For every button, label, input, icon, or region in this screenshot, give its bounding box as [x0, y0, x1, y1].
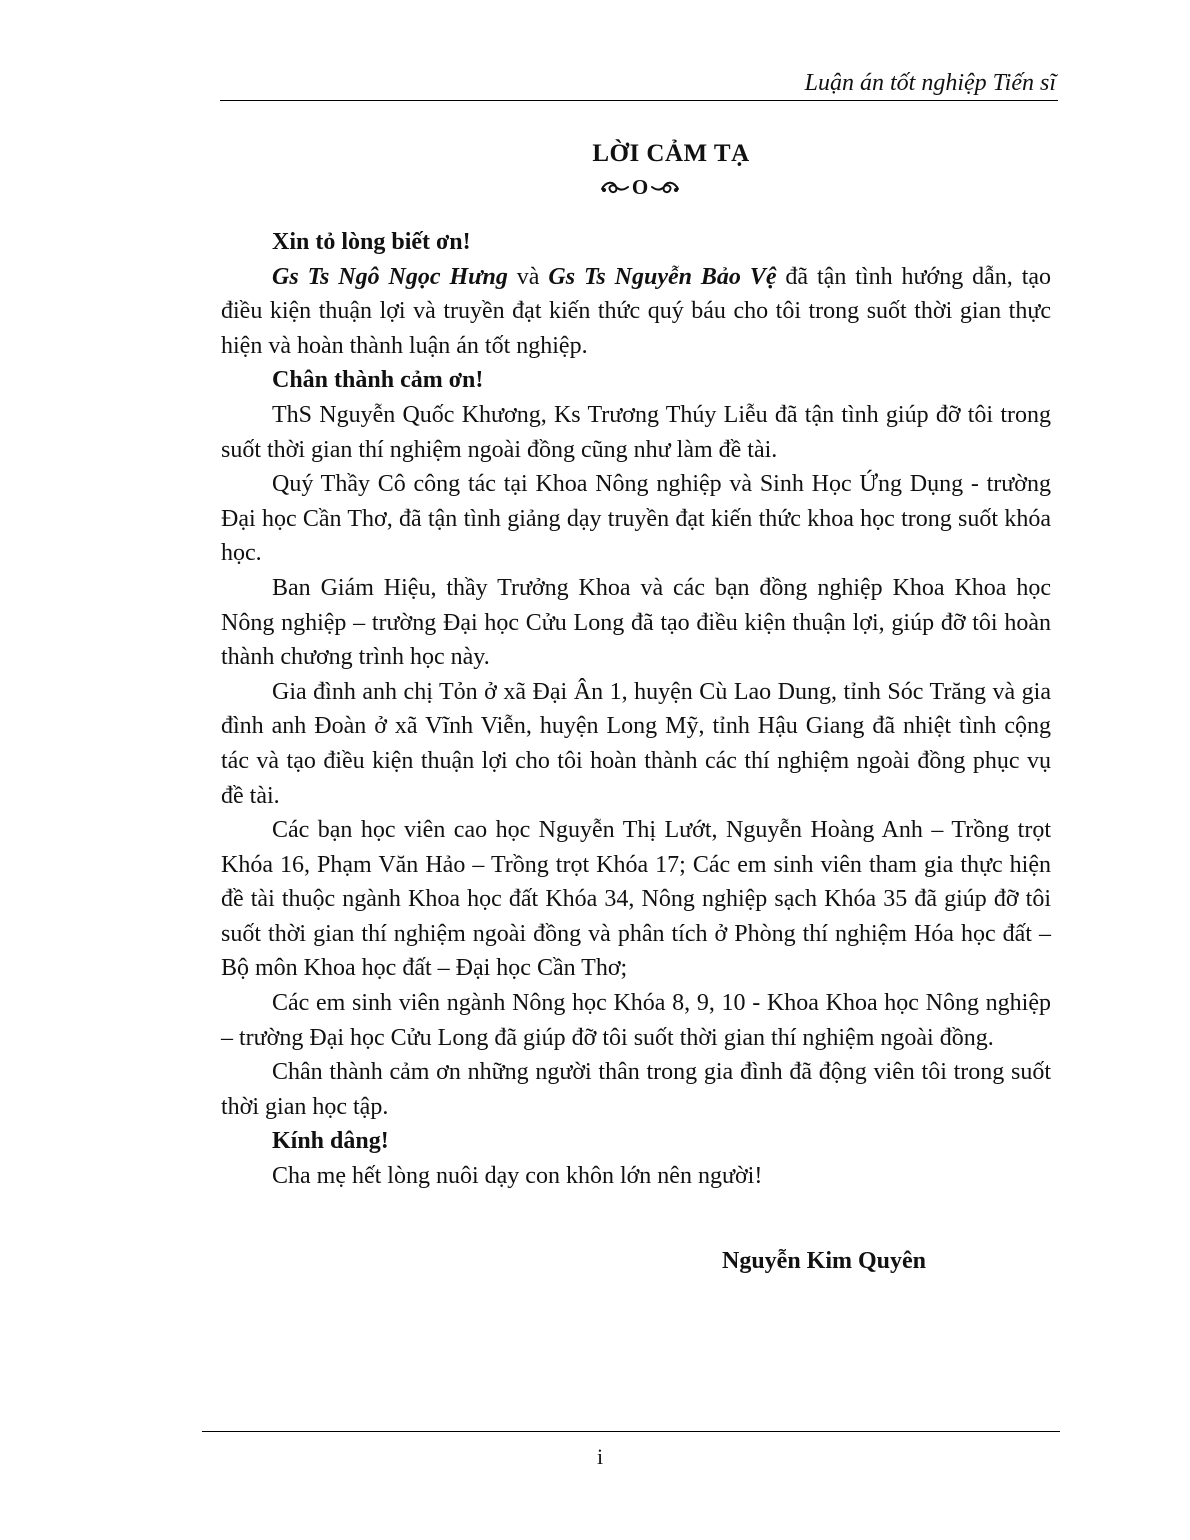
- paragraph: Quý Thầy Cô công tác tại Khoa Nông nghiệp và Sinh Học Ứng Dụng - trường Đại học Cần Thơ, đã tận tình giảng dạy truyền đạt kiến thức khoa học trong suốt khóa học.: [221, 471, 1051, 567]
- paragraph: Các bạn học viên cao học Nguyễn Thị Lướt, Nguyễn Hoàng Anh – Trồng trọt Khóa 16, Phạm Văn Hảo – Trồng trọt Khóa 17; Các em sinh viên tham gia thực hiện đề tài thuộc ngành Khoa học đất Khóa 34, Nông nghiệp sạch Khóa 35 đã giúp đỡ tôi suốt thời gian thí nghiệm ngoài đồng và phân tích ở Phòng thí nghiệm Hóa học đất – Bộ môn Khoa học đất – Đại học Cần Thơ;: [221, 817, 1051, 982]
- title-ornament: [590, 174, 690, 200]
- scroll-flourish-icon: [598, 175, 682, 199]
- author-signature: Nguyễn Kim Quyên: [722, 1248, 927, 1274]
- ornament-center-letter: O: [631, 175, 649, 199]
- advisors-text: đã tận tình hướng dẫn, tạo điều kiện thuận lợi và truyền đạt kiến thức quý báu cho tôi trong suốt thời gian thực hiện và hoàn thành luận án tốt nghiệp.: [221, 263, 1052, 359]
- dedication-text: Cha mẹ hết lòng nuôi dạy con khôn lớn nên người!: [272, 1163, 763, 1190]
- paragraph: ThS Nguyễn Quốc Khương, Ks Trương Thúy Liễu đã tận tình giúp đỡ tôi trong suốt thời gian thí nghiệm ngoài đồng cũng như làm đề tài.: [221, 401, 1051, 463]
- thanks-heading: Xin tỏ lòng biết ơn!: [272, 229, 471, 255]
- paragraph: Các em sinh viên ngành Nông học Khóa 8, 9, 10 - Khoa Khoa học Nông nghiệp – trường Đại học Cửu Long đã giúp đỡ tôi suốt thời gian thí nghiệm ngoài đồng.: [221, 990, 1051, 1051]
- footer-divider: [202, 1431, 1060, 1432]
- conjunction-text: và: [507, 263, 549, 290]
- gratitude-heading: Chân thành cảm ơn!: [272, 367, 484, 394]
- page-title: LỜI CẢM TẠ: [592, 140, 750, 167]
- header-divider: [220, 100, 1058, 101]
- page-number: i: [596, 1444, 604, 1469]
- dedication-heading: Kính dâng!: [272, 1128, 389, 1155]
- advisor-name: Gs Ts Nguyễn Bảo Vệ: [548, 263, 777, 290]
- acknowledgement-body: [221, 225, 1051, 1194]
- paragraph: Ban Giám Hiệu, thầy Trưởng Khoa và các bạn đồng nghiệp Khoa Khoa học Nông nghiệp – trường Đại học Cửu Long đã tạo điều kiện thuận lợi, giúp đỡ tôi hoàn thành chương trình học này.: [221, 574, 1051, 671]
- advisor-name: Gs Ts Ngô Ngọc Hưng: [272, 263, 508, 290]
- paragraph: Gia đình anh chị Tỏn ở xã Đại Ân 1, huyện Cù Lao Dung, tỉnh Sóc Trăng và gia đình anh Đoàn ở xã Vĩnh Viễn, huyện Long Mỹ, tỉnh Hậu Giang đã nhiệt tình cộng tác và tạo điều kiện thuận lợi cho tôi hoàn thành các thí nghiệm ngoài đồng phục vụ đề tài.: [221, 678, 1051, 809]
- advisors-paragraph: [221, 260, 1051, 364]
- running-header: Luận án tốt nghiệp Tiến sĩ: [804, 70, 1056, 96]
- paragraph: Chân thành cảm ơn những người thân trong gia đình đã động viên tôi trong suốt thời gian học tập.: [221, 1059, 1051, 1120]
